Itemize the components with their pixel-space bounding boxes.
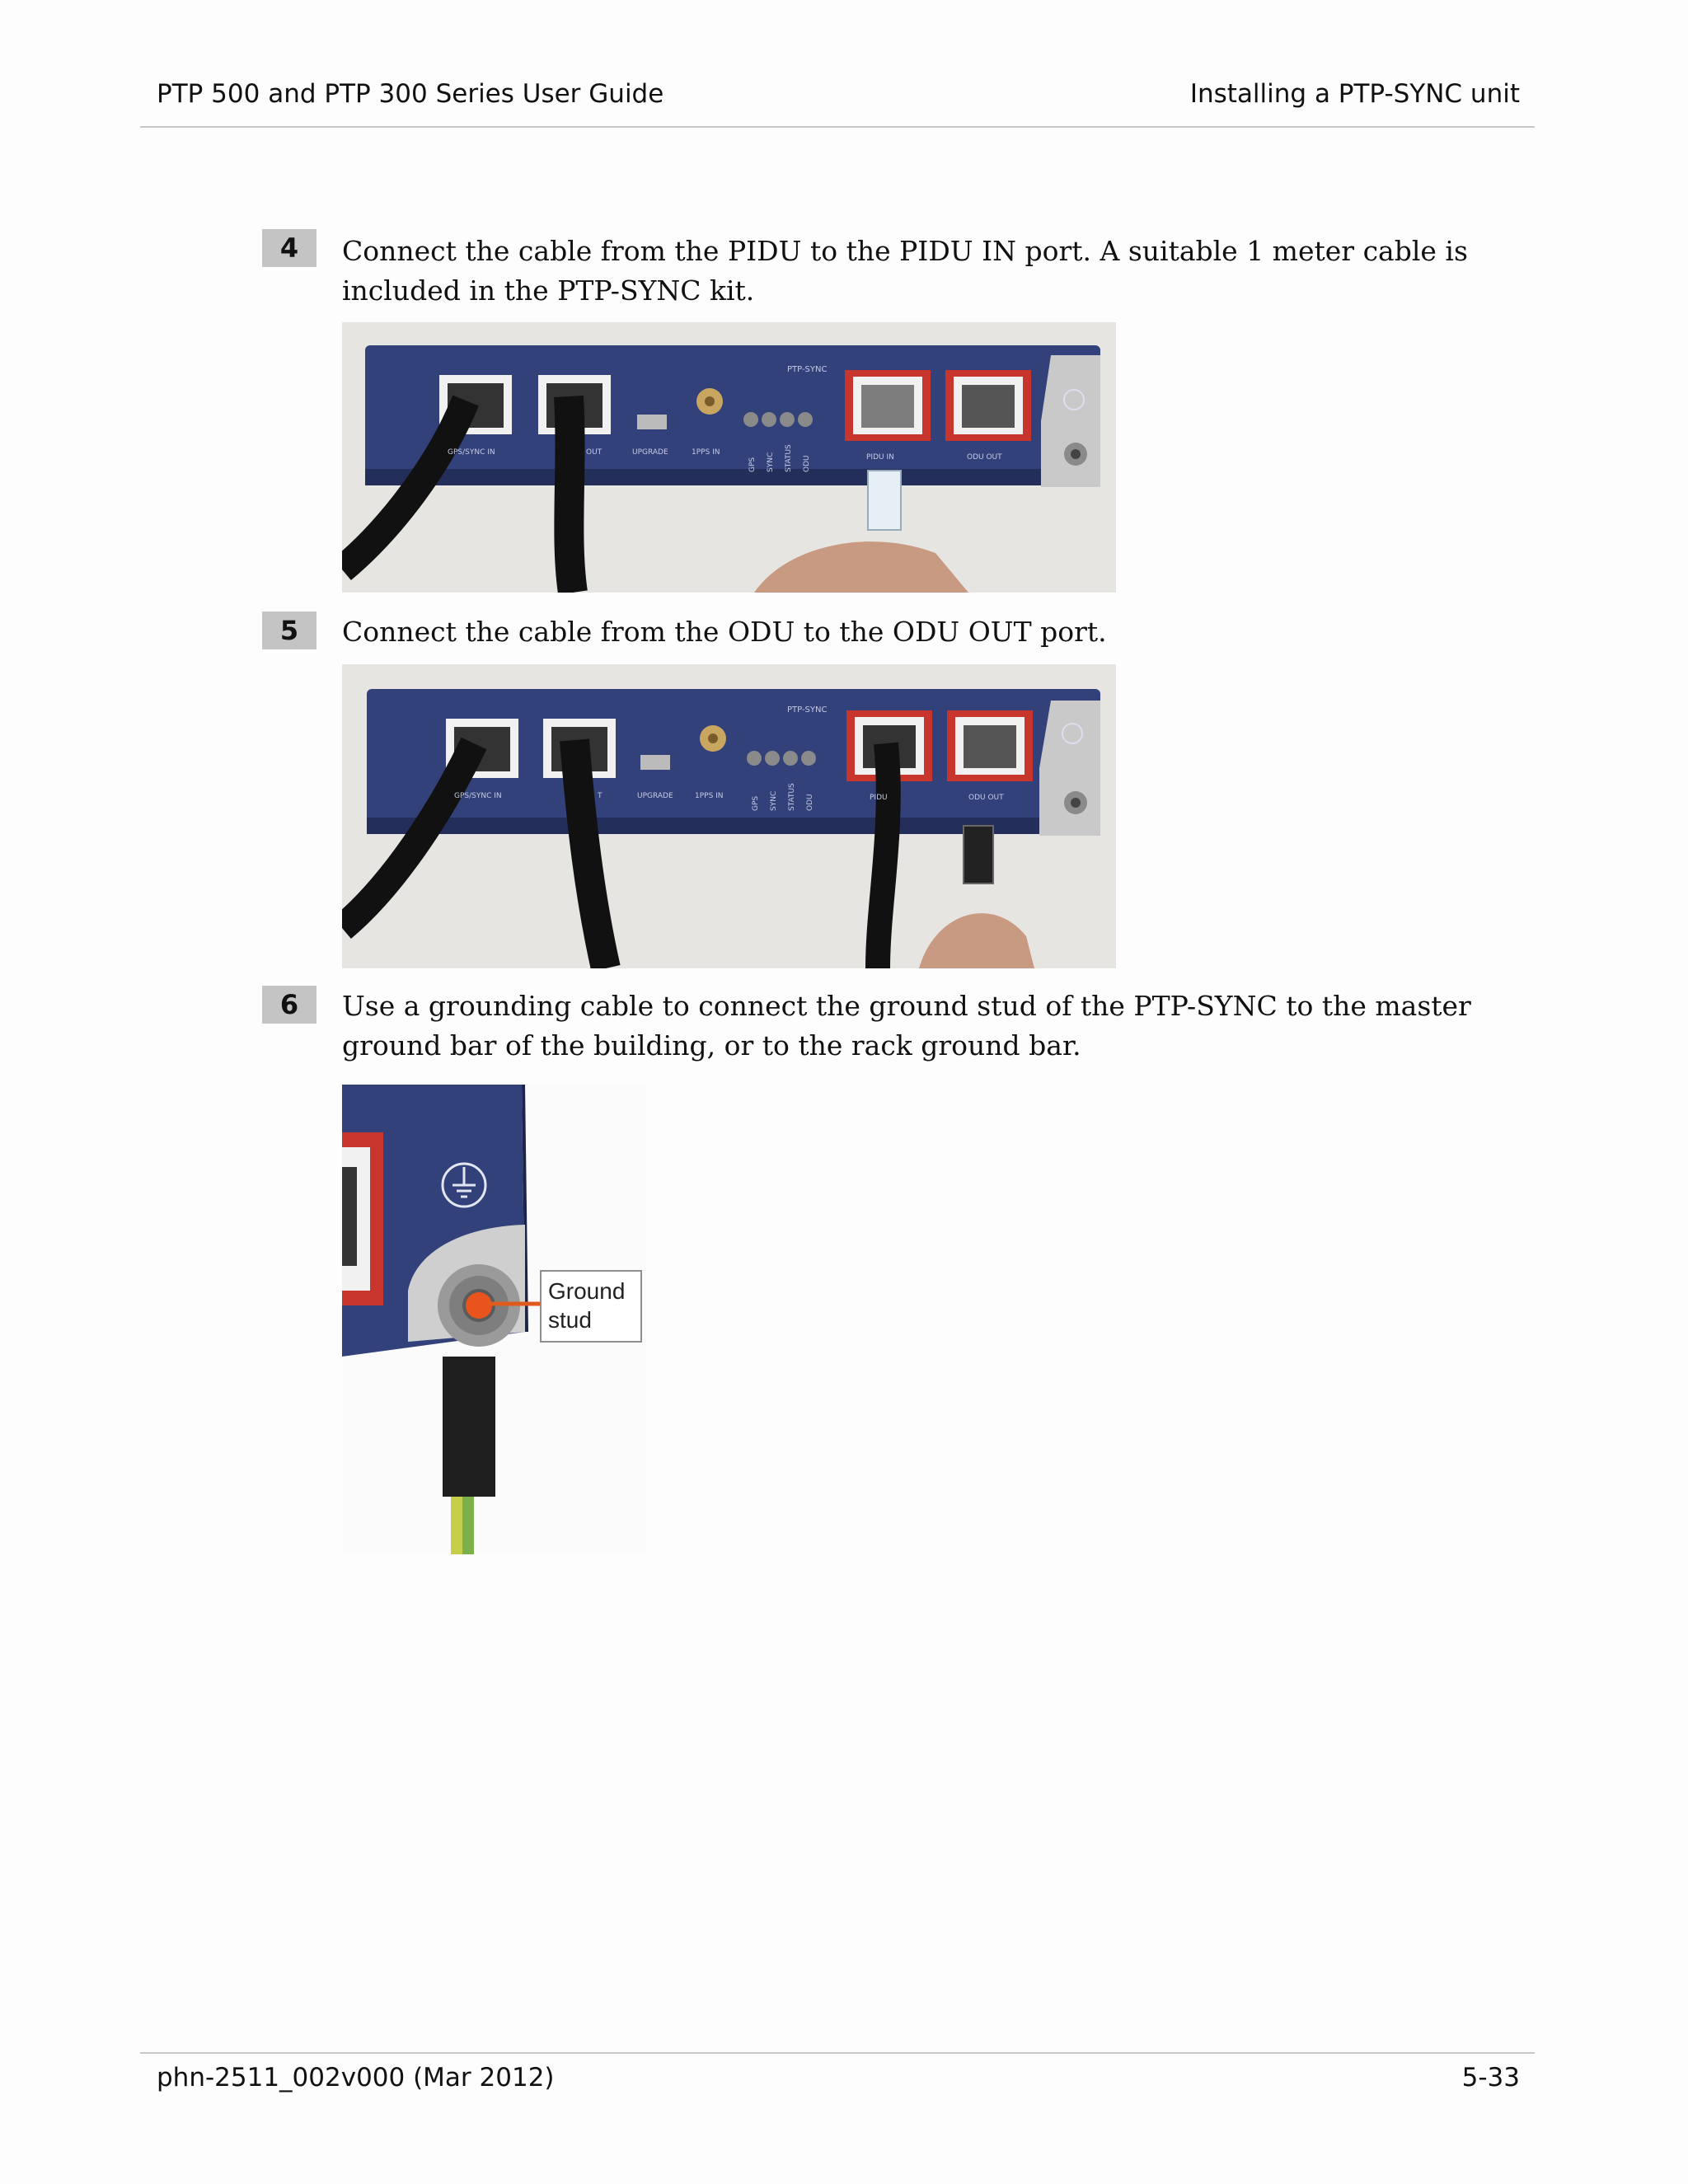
device-label-pidu: PIDU (870, 794, 888, 802)
device-label-status: STATUS (785, 444, 793, 472)
device-label-upgrade-2: UPGRADE (637, 792, 673, 800)
header-rule (140, 126, 1535, 128)
device-label-status-2: STATUS (788, 783, 796, 811)
device-label-1pps-in: 1PPS IN (692, 448, 720, 457)
step-text-4: Connect the cable from the PIDU to the PIDU IN port. A suitable 1 meter cable is included in the PTP-SYNC kit. (342, 235, 1468, 307)
device-label-gps: GPS (748, 457, 757, 472)
device-label-brand-2: PTP-SYNC (787, 705, 828, 715)
step-number-4: 4 (262, 229, 316, 267)
step-text-5: Connect the cable from the ODU to the ODU OUT port. (342, 616, 1107, 648)
photo-odu-out-connection (342, 664, 1116, 968)
device-label-sync: SYNC (767, 452, 775, 472)
step-text-6: Use a grounding cable to connect the ground stud of the PTP-SYNC to the master ground bar of the building, or to the rack ground bar. (342, 990, 1471, 1062)
step-number-5: 5 (262, 612, 316, 649)
photo-ground-stud (342, 1085, 647, 1554)
device-label-1pps-in-2: 1PPS IN (695, 792, 724, 800)
callout-stud: stud (548, 1307, 592, 1333)
device-label-out-2: T (598, 792, 603, 800)
device-label-odu: ODU (803, 455, 811, 472)
device-label-sync-2: SYNC (770, 790, 778, 811)
device-label-odu-2: ODU (806, 794, 814, 811)
step-number-6: 6 (262, 986, 316, 1024)
footer-doc-id: phn-2511_002v000 (Mar 2012) (157, 2063, 555, 2093)
device-label-gps-sync-in: GPS/SYNC IN (448, 448, 495, 457)
device-label-brand: PTP-SYNC (787, 365, 828, 374)
device-label-odu-out-2: ODU OUT (968, 794, 1004, 802)
footer-page-number: 5-33 (1461, 2063, 1520, 2093)
device-label-gps-2: GPS (752, 795, 760, 811)
callout-ground: Ground (548, 1278, 626, 1304)
device-label-odu-out: ODU OUT (967, 453, 1002, 462)
header-section: Installing a PTP-SYNC unit (1189, 79, 1520, 109)
device-label-upgrade: UPGRADE (632, 448, 668, 457)
device-label-out: OUT (586, 448, 603, 457)
device-label-gps-sync-in-2: GPS/SYNC IN (454, 792, 502, 800)
footer-rule (140, 2052, 1535, 2054)
photo-pidu-in-connection (342, 322, 1116, 593)
header-title: PTP 500 and PTP 300 Series User Guide (157, 79, 664, 109)
device-label-pidu-in: PIDU IN (866, 453, 894, 462)
